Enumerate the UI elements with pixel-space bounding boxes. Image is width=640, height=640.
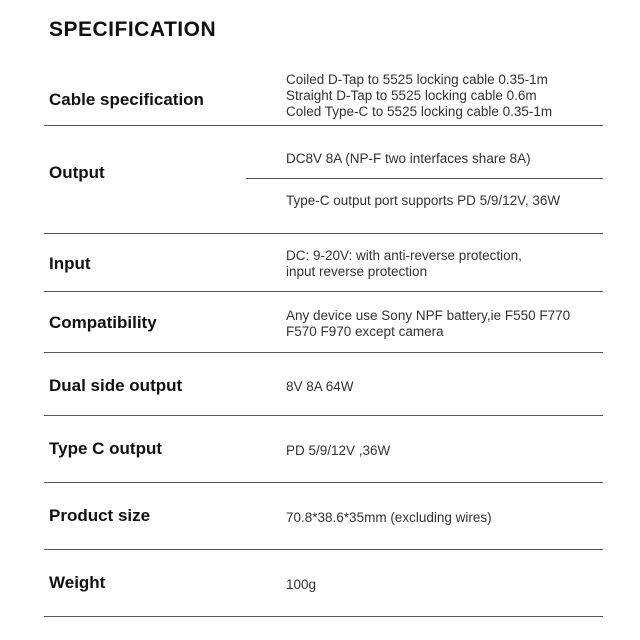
spec-label-weight: Weight <box>49 573 106 592</box>
spec-value-type-c-output: PD 5/9/12V ,36W <box>286 443 391 458</box>
row-divider <box>44 549 603 550</box>
spec-label-cable: Cable specification <box>49 90 204 109</box>
spec-label-type-c-output: Type C output <box>49 439 162 458</box>
spec-value-weight: 100g <box>286 577 317 592</box>
spec-value-output-1: DC8V 8A (NP-F two interfaces share 8A) <box>286 151 531 166</box>
spec-label-product-size: Product size <box>49 506 151 525</box>
spec-label-input: Input <box>49 254 91 273</box>
row-divider <box>44 291 603 292</box>
row-divider <box>44 125 603 126</box>
spec-value-dual-side-output: 8V 8A 64W <box>286 379 354 394</box>
spec-value-cable-1: Coiled D-Tap to 5525 locking cable 0.35-1m <box>286 72 548 87</box>
spec-value-input-1: DC: 9-20V: with anti-reverse protection, <box>286 248 522 263</box>
spec-label-output: Output <box>49 163 105 182</box>
spec-value-output-2: Type-C output port supports PD 5/9/12V, 36W <box>286 193 561 208</box>
row-divider <box>44 352 603 353</box>
row-divider <box>44 233 603 234</box>
spec-value-product-size: 70.8*38.6*35mm (excluding wires) <box>286 510 492 525</box>
spec-value-cable-3: Coled Type-C to 5525 locking cable 0.35-1m <box>286 104 553 119</box>
page-title: SPECIFICATION <box>49 18 217 41</box>
spec-value-input-2: input reverse protection <box>286 264 428 279</box>
spec-label-dual-side-output: Dual side output <box>49 376 183 395</box>
row-divider <box>44 415 603 416</box>
spec-label-compatibility: Compatibility <box>49 313 157 332</box>
spec-value-compatibility-1: Any device use Sony NPF battery,ie F550 F770 <box>286 308 571 323</box>
row-divider <box>44 482 603 483</box>
sub-divider <box>246 178 603 179</box>
row-divider <box>44 616 603 617</box>
spec-value-compatibility-2: F570 F970 except camera <box>286 324 444 339</box>
spec-value-cable-2: Straight D-Tap to 5525 locking cable 0.6m <box>286 88 537 103</box>
